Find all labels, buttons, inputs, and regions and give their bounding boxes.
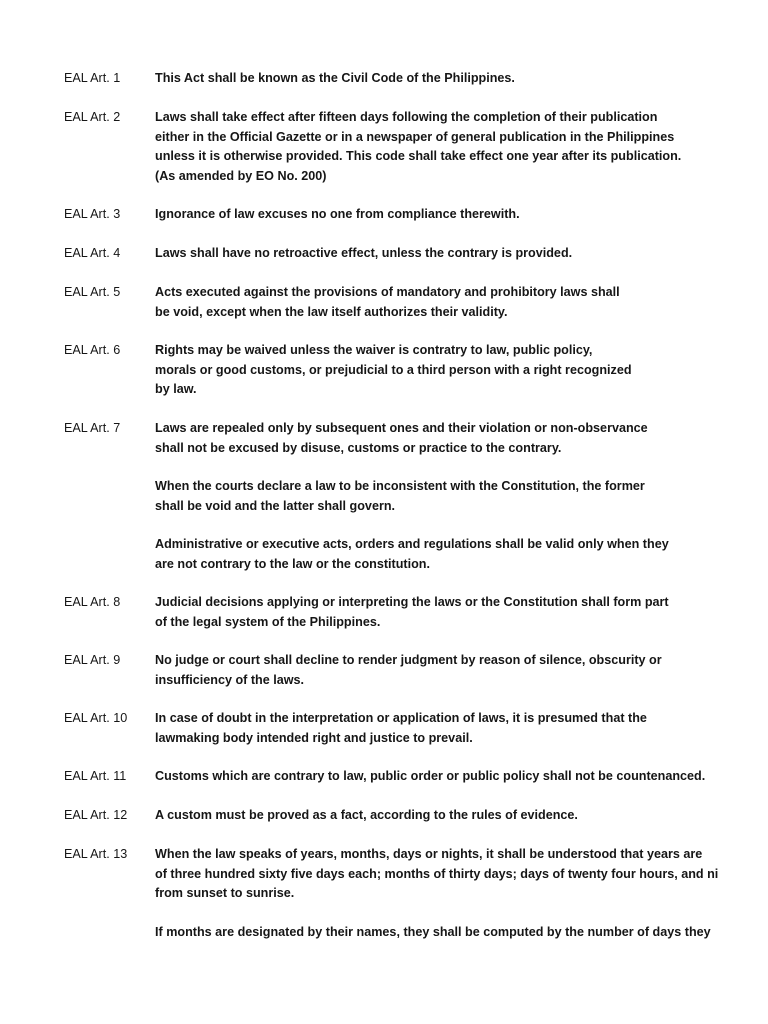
article-text xyxy=(155,108,768,186)
article-label: EAL Art. 12 xyxy=(64,808,128,822)
text-line: either in the Official Gazette or in a newspaper of general publication in the Philippines xyxy=(155,129,675,144)
article-7-paragraph-1 xyxy=(155,477,768,516)
article-text xyxy=(155,341,768,400)
text-line: Administrative or executive acts, orders and regulations shall be valid only when they xyxy=(155,537,669,551)
text-line: (As amended by EO No. 200) xyxy=(155,168,327,183)
text-line: No judge or court shall decline to render judgment by reason of silence, obscurity or xyxy=(155,653,662,667)
article-text xyxy=(155,244,768,264)
text-line: Laws are repealed only by subsequent ones and their violation or non-observance xyxy=(155,421,648,435)
text-line: When the courts declare a law to be inconsistent with the Constitution, the former xyxy=(155,479,645,493)
article-text xyxy=(155,205,768,225)
text-line: Ignorance of law excuses no one from compliance therewith. xyxy=(155,207,520,221)
article-7-paragraph-2 xyxy=(155,535,768,574)
article-text xyxy=(155,709,768,748)
text-line: Laws shall take effect after fifteen days following the completion of their publication xyxy=(155,110,658,124)
text-line: Acts executed against the provisions of mandatory and prohibitory laws shall xyxy=(155,285,620,299)
text-line: When the law speaks of years, months, days or nights, it shall be understood that years are xyxy=(155,847,703,861)
text-line: lawmaking body intended right and justice to prevail. xyxy=(155,730,473,745)
text-line: This Act shall be known as the Civil Code of the Philippines. xyxy=(155,71,515,85)
article-text xyxy=(155,593,768,632)
article-text xyxy=(155,767,768,787)
text-line: morals or good customs, or prejudicial to a third person with a right recognized xyxy=(155,362,632,377)
article-label: EAL Art. 3 xyxy=(64,207,121,221)
text-line: shall not be excused by disuse, customs or practice to the contrary. xyxy=(155,440,562,455)
article-label: EAL Art. 10 xyxy=(64,711,128,725)
article-label: EAL Art. 8 xyxy=(64,595,121,609)
text-line: of three hundred sixty five days each; months of thirty days; days of twenty four hours, and ni xyxy=(155,866,719,881)
article-label: EAL Art. 9 xyxy=(64,653,121,667)
article-text xyxy=(155,419,768,458)
text-line: Laws shall have no retroactive effect, unless the contrary is provided. xyxy=(155,246,573,260)
article-label: EAL Art. 11 xyxy=(64,769,127,783)
article-text xyxy=(155,69,768,89)
text-line: In case of doubt in the interpretation or application of laws, it is presumed that the xyxy=(155,711,647,725)
text-line: Customs which are contrary to law, public order or public policy shall not be countenanced. xyxy=(155,769,706,783)
text-line: shall be void and the latter shall govern. xyxy=(155,498,396,513)
text-line: Rights may be waived unless the waiver is contratry to law, public policy, xyxy=(155,343,593,357)
text-line: unless it is otherwise provided. This code shall take effect one year after its publication. xyxy=(155,149,682,163)
text-line: from sunset to sunrise. xyxy=(155,886,295,900)
article-label: EAL Art. 13 xyxy=(64,847,128,861)
article-text xyxy=(155,845,768,904)
text-line: be void, except when the law itself authorizes their validity. xyxy=(155,304,508,319)
article-label: EAL Art. 4 xyxy=(64,246,121,260)
text-line: of the legal system of the Philippines. xyxy=(155,614,381,629)
text-line: A custom must be proved as a fact, according to the rules of evidence. xyxy=(155,808,578,822)
text-line: by law. xyxy=(155,382,197,396)
article-13-paragraph-1 xyxy=(155,923,768,943)
article-label: EAL Art. 1 xyxy=(64,71,121,85)
text-line: Judicial decisions applying or interpreting the laws or the Constitution shall form part xyxy=(155,595,669,609)
article-label: EAL Art. 2 xyxy=(64,110,121,124)
article-text xyxy=(155,806,768,826)
article-text xyxy=(155,283,768,322)
text-line: If months are designated by their names, they shall be computed by the number of days they xyxy=(155,925,711,939)
article-text xyxy=(155,651,768,690)
article-label: EAL Art. 5 xyxy=(64,285,121,299)
article-label: EAL Art. 6 xyxy=(64,343,121,357)
text-line: insufficiency of the laws. xyxy=(155,672,305,687)
article-label: EAL Art. 7 xyxy=(64,421,121,435)
text-line: are not contrary to the law or the constitution. xyxy=(155,556,430,571)
